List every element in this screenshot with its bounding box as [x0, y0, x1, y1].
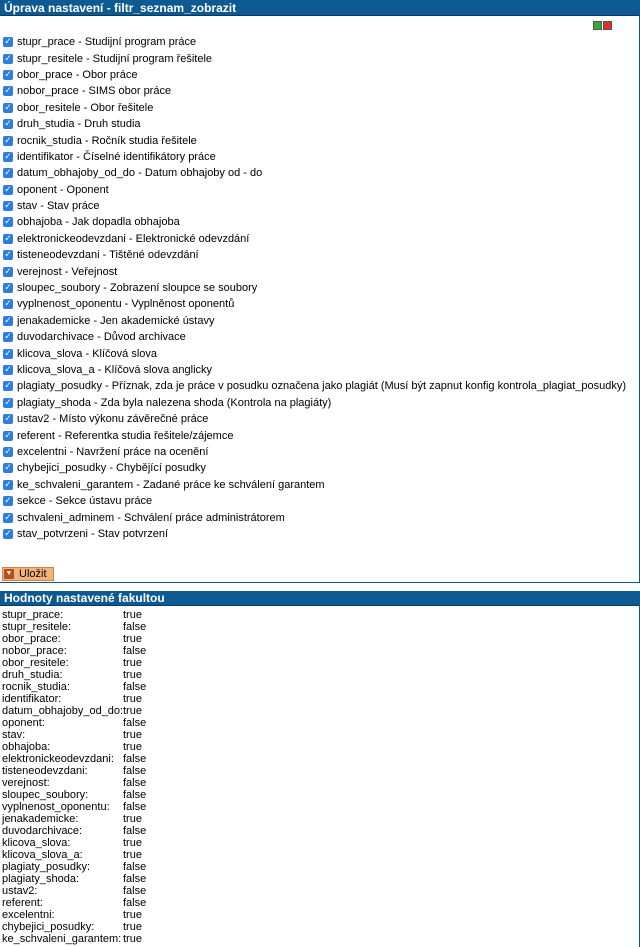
- option-row[interactable]: [2, 247, 626, 263]
- option-row[interactable]: [2, 526, 626, 542]
- value-value: false: [123, 765, 147, 777]
- value-value: true: [123, 921, 142, 933]
- value-value: false: [123, 753, 147, 765]
- checkbox-checked-icon[interactable]: ✓: [4, 69, 12, 80]
- value-value: true: [123, 693, 142, 705]
- option-label[interactable]: stav - Stav práce: [17, 200, 100, 213]
- value-value: true: [123, 669, 142, 681]
- value-value: false: [123, 621, 147, 633]
- value-key: klicova_slova_a:: [2, 849, 83, 861]
- option-label[interactable]: vyplnenost_oponentu - Vyplněnost oponentů: [17, 298, 235, 311]
- value-row: [2, 645, 146, 657]
- option-row[interactable]: [2, 132, 626, 148]
- option-row[interactable]: [2, 34, 626, 50]
- option-row[interactable]: [2, 427, 626, 443]
- value-key: stav:: [2, 729, 26, 741]
- option-label[interactable]: nobor_prace - SIMS obor práce: [17, 85, 172, 98]
- value-value: false: [123, 873, 147, 885]
- value-value: true: [123, 609, 142, 621]
- option-label[interactable]: obor_prace - Obor práce: [17, 68, 138, 81]
- option-label[interactable]: chybejici_posudky - Chybějící posudky: [17, 462, 206, 475]
- value-key: ustav2:: [2, 885, 38, 897]
- save-button-label: Uložit: [19, 568, 47, 580]
- checkbox-checked-icon[interactable]: ✓: [4, 463, 12, 474]
- option-row[interactable]: [2, 67, 626, 83]
- value-row: [2, 885, 146, 897]
- value-value: true: [123, 849, 142, 861]
- value-value: true: [123, 909, 142, 921]
- option-row[interactable]: [2, 165, 626, 181]
- value-row: [2, 837, 146, 849]
- value-value: false: [123, 681, 147, 693]
- option-label[interactable]: plagiaty_shoda - Zda byla nalezena shoda (Kontrola na plagiáty): [17, 396, 332, 409]
- values-table: [2, 609, 146, 945]
- values-panel-title: Hodnoty nastavené fakultou: [0, 591, 639, 606]
- save-button[interactable]: [2, 567, 54, 581]
- checkbox-checked-icon[interactable]: ✓: [4, 135, 12, 146]
- checkbox-checked-icon[interactable]: ✓: [4, 53, 12, 64]
- value-value: true: [123, 633, 142, 645]
- checkbox-checked-icon[interactable]: ✓: [4, 365, 12, 375]
- value-value: false: [123, 717, 147, 729]
- value-value: false: [123, 645, 147, 657]
- option-row[interactable]: [2, 493, 626, 509]
- checkbox-checked-icon[interactable]: ✓: [4, 184, 12, 195]
- option-label[interactable]: obhajoba - Jak dopadla obhajoba: [17, 216, 180, 229]
- value-key: plagiaty_posudky:: [2, 861, 91, 873]
- option-row[interactable]: [2, 280, 626, 296]
- option-label[interactable]: referent - Referentka studia řešitele/zájemce: [17, 429, 234, 442]
- option-row[interactable]: [2, 214, 626, 230]
- checkbox-checked-icon[interactable]: ✓: [4, 512, 12, 523]
- value-value: false: [123, 801, 147, 813]
- checkbox-checked-icon[interactable]: ✓: [4, 37, 12, 48]
- option-label[interactable]: schvaleni_adminem - Schválení práce administrátorem: [17, 511, 285, 524]
- value-key: sloupec_soubory:: [2, 789, 89, 801]
- option-row[interactable]: [2, 395, 626, 411]
- option-label[interactable]: ke_schvaleni_garantem - Zadané práce ke schválení garantem: [17, 478, 325, 491]
- value-key: identifikator:: [2, 693, 62, 705]
- checkbox-checked-icon[interactable]: ✓: [4, 528, 12, 539]
- value-value: true: [123, 813, 142, 825]
- option-row[interactable]: [2, 378, 626, 394]
- option-label[interactable]: klicova_slova - Klíčová slova: [17, 347, 158, 360]
- value-value: true: [123, 729, 142, 741]
- option-label[interactable]: elektronickeodevzdani - Elektronické odevzdání: [17, 232, 250, 245]
- value-row: [2, 825, 146, 837]
- option-row[interactable]: [2, 231, 626, 247]
- option-row[interactable]: [2, 149, 626, 165]
- value-row: [2, 897, 146, 909]
- value-row: [2, 609, 146, 621]
- checkbox-checked-icon[interactable]: ✓: [4, 348, 12, 359]
- option-row[interactable]: [2, 509, 626, 525]
- option-label[interactable]: stupr_resitele - Studijní program řešitele: [17, 52, 213, 65]
- checkbox-checked-icon[interactable]: ✓: [4, 397, 12, 408]
- value-row: [2, 765, 146, 777]
- save-icon: ▼: [5, 570, 13, 577]
- value-row: [2, 657, 146, 669]
- option-row[interactable]: [2, 83, 626, 99]
- option-label[interactable]: jenakademicke - Jen akademické ústavy: [17, 314, 215, 327]
- checkbox-checked-icon[interactable]: ✓: [4, 151, 12, 162]
- value-key: druh_studia:: [2, 669, 63, 681]
- checkbox-checked-icon[interactable]: ✓: [4, 86, 12, 97]
- value-key: obor_prace:: [2, 633, 61, 645]
- value-key: klicova_slova:: [2, 837, 71, 849]
- value-row: [2, 681, 146, 693]
- value-key: nobor_prace:: [2, 645, 67, 657]
- value-key: duvodarchivace:: [2, 825, 83, 837]
- checkbox-checked-icon[interactable]: ✓: [4, 283, 12, 294]
- option-row[interactable]: [2, 460, 626, 476]
- value-value: false: [123, 789, 147, 801]
- value-key: chybejici_posudky:: [2, 921, 95, 933]
- value-key: stupr_resitele:: [2, 621, 72, 633]
- option-label[interactable]: datum_obhajoby_od_do - Datum obhajoby od - do: [17, 167, 263, 180]
- checkbox-checked-icon[interactable]: ✓: [4, 119, 12, 130]
- value-value: true: [123, 705, 142, 717]
- option-label[interactable]: tisteneodevzdani - Tištěné odevzdání: [17, 249, 199, 262]
- value-row: [2, 669, 146, 681]
- value-row: [2, 801, 146, 813]
- option-label[interactable]: klicova_slova_a - Klíčová slova anglicky: [17, 364, 213, 376]
- option-row[interactable]: [2, 100, 626, 116]
- option-row[interactable]: [2, 50, 626, 66]
- value-key: referent:: [2, 897, 43, 909]
- checkbox-checked-icon[interactable]: ✓: [4, 168, 12, 179]
- option-checkbox-list: [2, 34, 626, 542]
- value-key: obhajoba:: [2, 741, 51, 753]
- value-row: [2, 789, 146, 801]
- value-row: [2, 705, 146, 717]
- value-key: vyplnenost_oponentu:: [2, 801, 110, 813]
- value-row: [2, 693, 146, 705]
- value-value: false: [123, 861, 147, 873]
- value-key: oponent:: [2, 717, 45, 729]
- value-row: [2, 777, 146, 789]
- value-value: false: [123, 777, 147, 789]
- value-key: tisteneodevzdani:: [2, 765, 88, 777]
- value-key: obor_resitele:: [2, 657, 69, 669]
- option-row[interactable]: [2, 198, 626, 214]
- faculty-values-panel: [0, 591, 640, 947]
- checkbox-checked-icon[interactable]: ✓: [4, 315, 12, 326]
- option-label[interactable]: verejnost - Veřejnost: [17, 265, 118, 278]
- option-label[interactable]: sekce - Sekce ústavu práce: [17, 495, 153, 508]
- value-row: [2, 717, 146, 729]
- checkbox-checked-icon[interactable]: ✓: [4, 414, 12, 425]
- checkbox-checked-icon[interactable]: ✓: [4, 446, 12, 457]
- checkbox-checked-icon[interactable]: ✓: [4, 102, 12, 113]
- checkbox-checked-icon[interactable]: ✓: [4, 299, 12, 310]
- value-row: [2, 753, 146, 765]
- value-key: elektronickeodevzdani:: [2, 753, 114, 765]
- option-row[interactable]: [2, 477, 626, 493]
- value-value: false: [123, 897, 147, 909]
- checkbox-checked-icon[interactable]: ✓: [4, 233, 12, 244]
- value-key: jenakademicke:: [2, 813, 79, 825]
- option-label[interactable]: rocnik_studia - Ročník studia řešitele: [17, 134, 197, 147]
- option-row[interactable]: [2, 296, 626, 312]
- value-key: stupr_prace:: [2, 609, 64, 621]
- option-label[interactable]: stav_potvrzeni - Stav potvrzení: [17, 527, 169, 540]
- value-row: [2, 933, 146, 945]
- value-key: plagiaty_shoda:: [2, 873, 80, 885]
- option-row[interactable]: [2, 329, 626, 345]
- option-label[interactable]: obor_resitele - Obor řešitele: [17, 101, 154, 114]
- value-key: ke_schvaleni_garantem:: [2, 933, 122, 945]
- checkbox-checked-icon[interactable]: ✓: [4, 332, 12, 343]
- value-row: [2, 729, 146, 741]
- value-row: [2, 873, 146, 885]
- option-label[interactable]: plagiaty_posudky - Příznak, zda je práce v posudku označena jako plagiát (Musí být zapnut konfig kontrola_plagiat_posudky): [17, 380, 627, 393]
- value-value: true: [123, 837, 142, 849]
- checkbox-checked-icon[interactable]: ✓: [4, 217, 12, 228]
- checkbox-checked-icon[interactable]: ✓: [4, 479, 12, 490]
- value-key: rocnik_studia:: [2, 681, 70, 693]
- checkbox-checked-icon[interactable]: ✓: [4, 201, 12, 212]
- option-label[interactable]: sloupec_soubory - Zobrazení sloupce se soubory: [17, 282, 258, 295]
- option-row[interactable]: [2, 182, 626, 198]
- edit-panel-title: Úprava nastavení - filtr_seznam_zobrazit: [0, 0, 639, 16]
- option-label[interactable]: druh_studia - Druh studia: [17, 118, 141, 131]
- value-row: [2, 621, 146, 633]
- option-row[interactable]: [2, 411, 626, 427]
- value-row: [2, 633, 146, 645]
- value-value: true: [123, 933, 142, 945]
- option-row[interactable]: [2, 263, 626, 279]
- checkbox-checked-icon[interactable]: ✓: [4, 496, 12, 507]
- value-row: [2, 909, 146, 921]
- checkbox-checked-icon[interactable]: ✓: [4, 250, 12, 261]
- checkbox-checked-icon[interactable]: ✓: [4, 266, 12, 277]
- select-toggle-group: [593, 21, 612, 30]
- check-all-icon[interactable]: [593, 21, 602, 30]
- value-value: false: [123, 825, 147, 837]
- value-key: datum_obhajoby_od_do:: [2, 705, 124, 717]
- value-row: [2, 813, 146, 825]
- option-row[interactable]: [2, 313, 626, 329]
- option-label[interactable]: excelentni - Navržení práce na ocenění: [17, 445, 209, 458]
- value-value: true: [123, 657, 142, 669]
- value-key: verejnost:: [2, 777, 50, 789]
- option-row[interactable]: [2, 362, 626, 378]
- option-row[interactable]: [2, 345, 626, 361]
- value-row: [2, 861, 146, 873]
- option-label[interactable]: identifikator - Číselné identifikátory práce: [17, 150, 216, 163]
- option-label[interactable]: oponent - Oponent: [17, 183, 109, 196]
- option-row[interactable]: [2, 444, 626, 460]
- value-row: [2, 921, 146, 933]
- option-row[interactable]: [2, 116, 626, 132]
- value-value: false: [123, 885, 147, 897]
- option-label[interactable]: stupr_prace - Studijní program práce: [17, 36, 197, 49]
- value-row: [2, 849, 146, 861]
- checkbox-checked-icon[interactable]: ✓: [4, 430, 12, 441]
- uncheck-all-icon[interactable]: [603, 21, 612, 30]
- value-key: excelentni:: [2, 909, 55, 921]
- checkbox-checked-icon[interactable]: ✓: [4, 381, 12, 392]
- value-value: true: [123, 741, 142, 753]
- option-label[interactable]: ustav2 - Místo výkonu závěrečné práce: [17, 413, 209, 426]
- value-row: [2, 741, 146, 753]
- option-label[interactable]: duvodarchivace - Důvod archivace: [17, 331, 186, 344]
